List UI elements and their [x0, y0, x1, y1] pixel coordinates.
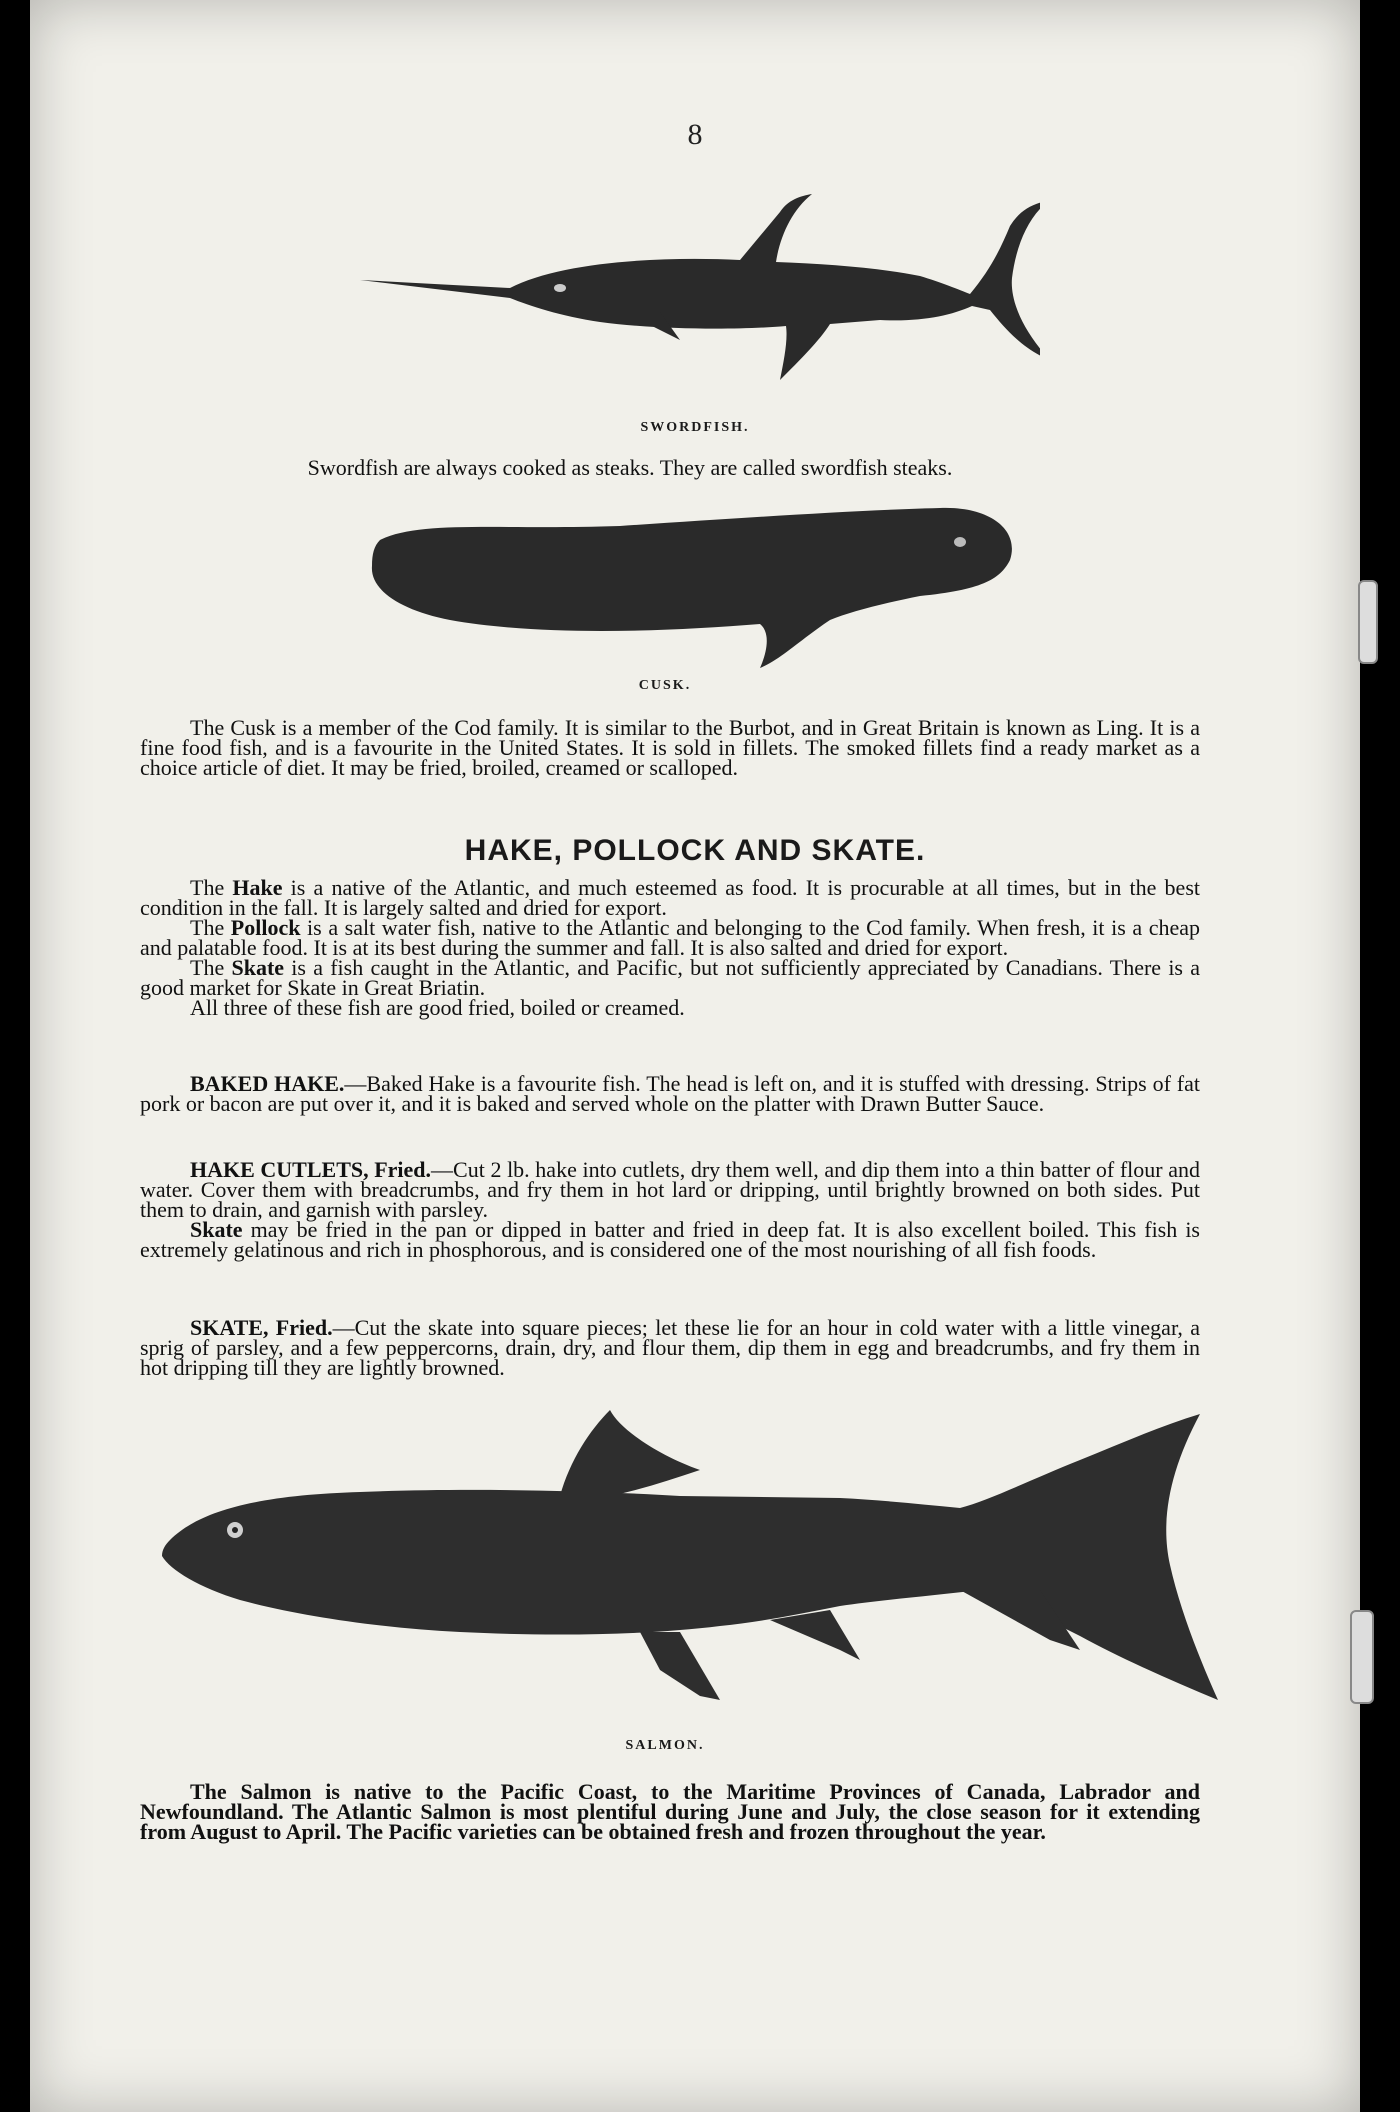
cusk-paragraph: The Cusk is a member of the Cod family. It is similar to the Burbot, and in Great Britain is known as Ling. It is a fine food fish, and is a favourite in the United States. It is sold in fillets. The smoked fillets find a ready market as a choice article of diet. It may be fried, broiled, creamed or scalloped.	[140, 715, 1200, 780]
cusk-caption: CUSK.	[638, 678, 692, 693]
salmon-illustration	[160, 1400, 1220, 1730]
skate-paragraph: The Skate is a fish caught in the Atlantic, and Pacific, but not sufficiently appreciated by Canadians. There is a good market for Skate in Great Briatin.	[140, 955, 1201, 1000]
hake-cutlets-recipe: HAKE CUTLETS, Fried.—Cut 2 lb. hake into cutlets, dry them well, and dip them into a thin batter of flour and water. Cover them with breadcrumbs, and fry them in hot lard or dripping, until brightly browned on both sides. Put them to drain, and garnish with parsley. Skate may be fried in the pan or dipped in batter and fried in deep fat. It is also excellent boiled. This fish is extremely gelatinous and rich in phosphorous, and is considered one of the most nourishing of all fish foods.	[140, 1157, 1200, 1262]
cusk-illustration	[360, 500, 1020, 670]
hake-paragraph: The Hake is a native of the Atlantic, and much esteemed as food. It is procurable at all times, but in the best condition in the fall. It is largely salted and dried for export.	[140, 875, 1200, 920]
page-number: 8	[687, 118, 703, 151]
skate-fried-recipe: SKATE, Fried.—Cut the skate into square pieces; let these lie for an hour in cold water with a little vinegar, a sprig of parsley, and a few peppercorns, drain, dry, and flour them, dip them in egg and breadcrumbs, and fry them in hot dripping till they are lightly browned.	[140, 1315, 1200, 1380]
document-page	[30, 0, 1360, 2112]
swordfish-paragraph: Swordfish are always cooked as steaks. They are called swordfish steaks.	[307, 455, 953, 480]
salmon-caption: SALMON.	[625, 1738, 705, 1753]
fish-descriptions	[140, 875, 1201, 1020]
binder-clip-top	[1358, 580, 1378, 664]
baked-hake-recipe: BAKED HAKE.—Baked Hake is a favourite fish. The head is left on, and it is stuffed with dressing. Strips of fat pork or bacon are put over it, and it is baked and served whole on the platter with Drawn Butter Sauce.	[140, 1071, 1200, 1116]
salmon-paragraph: The Salmon is native to the Pacific Coast, to the Maritime Provinces of Canada, Labrador and Newfoundland. The Atlantic Salmon is most plentiful during June and July, the close season for it extending from August to April. The Pacific varieties can be obtained fresh and frozen throughout the year.	[140, 1779, 1200, 1844]
section-heading: HAKE, POLLOCK AND SKATE.	[464, 834, 926, 867]
all-three-paragraph: All three of these fish are good fried, boiled or creamed.	[190, 995, 685, 1020]
swordfish-caption: SWORDFISH.	[640, 420, 750, 435]
binder-clip-bottom	[1350, 1610, 1374, 1704]
pollock-paragraph: The Pollock is a salt water fish, native to the Atlantic and belonging to the Cod family. When fresh, it is a cheap and palatable food. It is at its best during the summer and fall. It is also salted and dried for export.	[140, 915, 1200, 960]
skate-note-paragraph: Skate may be fried in the pan or dipped in batter and fried in deep fat. It is also excellent boiled. This fish is extremely gelatinous and rich in phosphorous, and is considered one of the most nourishing of all fish foods.	[140, 1217, 1200, 1262]
swordfish-illustration	[360, 190, 1040, 400]
